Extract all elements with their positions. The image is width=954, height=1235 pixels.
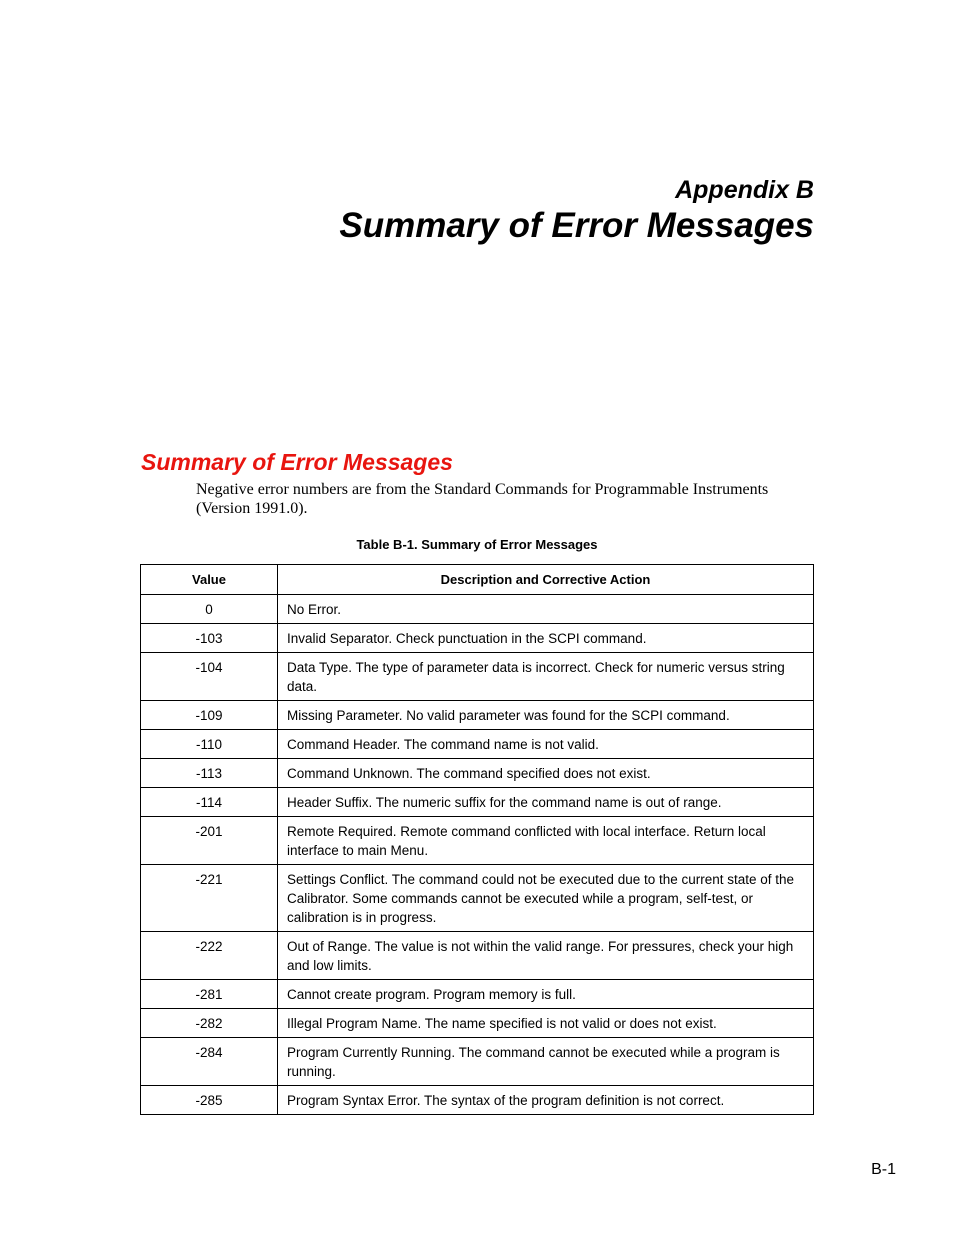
error-value: -104 bbox=[141, 653, 278, 701]
table-row bbox=[141, 653, 814, 701]
table-row bbox=[141, 932, 814, 980]
table-row bbox=[141, 701, 814, 730]
table-row bbox=[141, 730, 814, 759]
error-messages-table bbox=[140, 564, 814, 1115]
table-row bbox=[141, 1086, 814, 1115]
error-description: Settings Conflict. The command could not be executed due to the current state of the Calibrator. Some commands cannot be executed while a program, self-test, or calibration is in progress. bbox=[278, 865, 814, 932]
error-value: -109 bbox=[141, 701, 278, 730]
error-description: No Error. bbox=[278, 595, 814, 624]
appendix-label: Appendix B bbox=[675, 176, 814, 204]
table-row bbox=[141, 788, 814, 817]
error-description: Missing Parameter. No valid parameter was found for the SCPI command. bbox=[278, 701, 814, 730]
error-description: Program Syntax Error. The syntax of the program definition is not correct. bbox=[278, 1086, 814, 1115]
error-description: Cannot create program. Program memory is full. bbox=[278, 980, 814, 1009]
error-description: Remote Required. Remote command conflicted with local interface. Return local interface to main Menu. bbox=[278, 817, 814, 865]
error-value: -113 bbox=[141, 759, 278, 788]
error-value: -114 bbox=[141, 788, 278, 817]
error-description: Illegal Program Name. The name specified is not valid or does not exist. bbox=[278, 1009, 814, 1038]
error-description: Command Header. The command name is not valid. bbox=[278, 730, 814, 759]
error-description: Invalid Separator. Check punctuation in the SCPI command. bbox=[278, 624, 814, 653]
intro-paragraph: Negative error numbers are from the Standard Commands for Programmable Instruments (Version 1991.0). bbox=[196, 481, 769, 517]
error-description: Program Currently Running. The command cannot be executed while a program is running. bbox=[278, 1038, 814, 1086]
error-description: Header Suffix. The numeric suffix for the command name is out of range. bbox=[278, 788, 814, 817]
table-row bbox=[141, 817, 814, 865]
table-row bbox=[141, 980, 814, 1009]
error-value: -103 bbox=[141, 624, 278, 653]
error-description: Data Type. The type of parameter data is incorrect. Check for numeric versus string data. bbox=[278, 653, 814, 701]
table-header-row bbox=[141, 565, 814, 595]
error-description: Command Unknown. The command specified does not exist. bbox=[278, 759, 814, 788]
chapter-title: Summary of Error Messages bbox=[339, 206, 814, 245]
column-header-description: Description and Corrective Action bbox=[278, 565, 814, 595]
table-row bbox=[141, 1038, 814, 1086]
table-row bbox=[141, 759, 814, 788]
error-value: -222 bbox=[141, 932, 278, 980]
error-value: -284 bbox=[141, 1038, 278, 1086]
error-value: 0 bbox=[141, 595, 278, 624]
error-value: -282 bbox=[141, 1009, 278, 1038]
page-number: B-1 bbox=[871, 1161, 896, 1178]
error-value: -281 bbox=[141, 980, 278, 1009]
error-description: Out of Range. The value is not within the valid range. For pressures, check your high and low limits. bbox=[278, 932, 814, 980]
error-value: -285 bbox=[141, 1086, 278, 1115]
error-value: -221 bbox=[141, 865, 278, 932]
table-row bbox=[141, 1009, 814, 1038]
table-row bbox=[141, 595, 814, 624]
error-value: -201 bbox=[141, 817, 278, 865]
error-value: -110 bbox=[141, 730, 278, 759]
table-row bbox=[141, 624, 814, 653]
table-row bbox=[141, 865, 814, 932]
section-heading: Summary of Error Messages bbox=[141, 449, 453, 475]
column-header-value: Value bbox=[141, 565, 278, 595]
table-caption: Table B-1. Summary of Error Messages bbox=[356, 537, 598, 552]
